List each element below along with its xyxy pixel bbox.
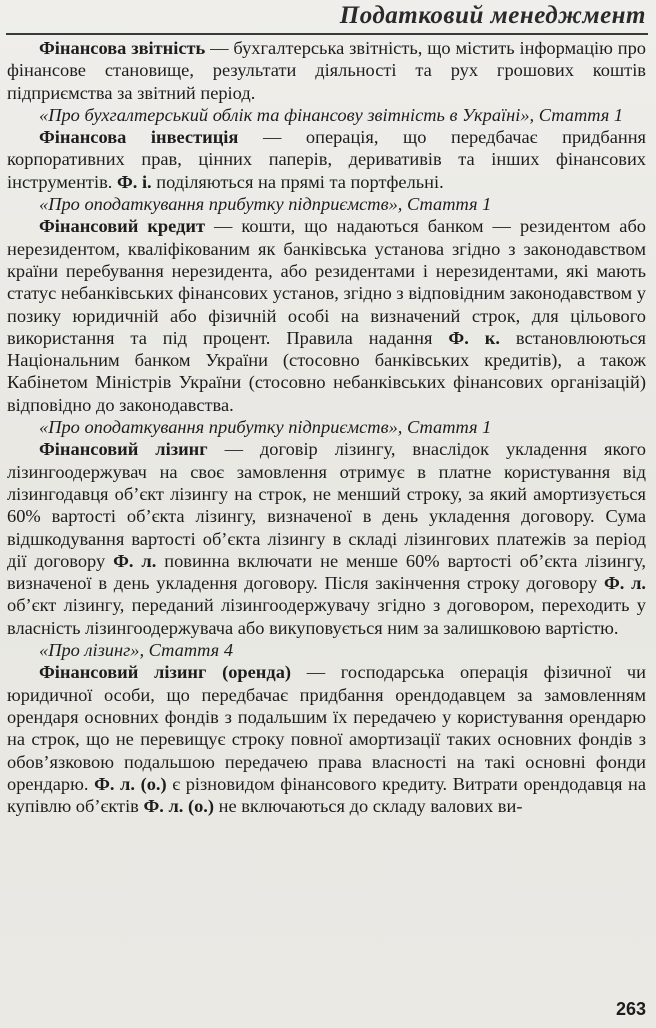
header-rule xyxy=(6,33,648,35)
source-citation: «Про лізинг», Стаття 4 xyxy=(39,640,234,661)
term-abbreviation: Ф. л. xyxy=(113,550,157,571)
entry-financial-leasing-rent xyxy=(7,661,646,817)
definition-text: поділяються на прямі та портфельні. xyxy=(151,171,444,192)
page-body xyxy=(7,37,646,817)
definition-text: — господарська операція фізичної чи юридичної особи, що передбачає придбання орендодавцем за замовленням орендаря основних фондів з подальшим їх передачею у користування орендарю на строк, що не перевищує строку повної амортизації таких основних фондів з обов’язковою подальшою передачею права власності на такі основні фонди орендарю. xyxy=(7,662,646,794)
term-heading: Фінансовий лізинг xyxy=(39,439,208,460)
term-abbreviation: Ф. л. (о.) xyxy=(143,796,215,817)
term-abbreviation: Ф. л. (о.) xyxy=(94,773,167,794)
definition-text: — бухгалтерська звітність, що містить інформацію про фінансове становище, результати діяльності та рух грошових коштів підприємства за звітний період. xyxy=(7,38,646,103)
definition-text: — договір лізингу, внаслідок укладення якого лізингоодержувач на своє замовлення отримує в платне користування від лізингодавця об’єкт лізингу на строк, не менший строку, за який амортизується 60% вартості об’єкта лізингу, визначеної в день укладення договору. Сума відшкодування вартості об’єкта лізингу в складі лізингових платежів за період дії договору xyxy=(7,439,646,571)
entry-financial-credit xyxy=(7,215,646,416)
page-number: 263 xyxy=(615,999,646,1019)
source-citation: «Про оподаткування прибутку підприємств», Стаття 1 xyxy=(39,194,492,215)
definition-text: встановлюються Національним банком України (стосовно банківських кредитів), а також Кабінетом Міністрів України (стосовно небанківських фінансових організацій) відповідно до законодавства. xyxy=(7,327,646,415)
source-citation: «Про бухгалтерський облік та фінансову звітність в Україні», Стаття 1 xyxy=(39,104,624,125)
term-heading: Фінансова звітність xyxy=(39,38,206,58)
term-heading: Фінансовий кредит xyxy=(39,216,206,237)
term-heading: Фінансова інвестиція xyxy=(39,127,239,148)
entry-financial-leasing xyxy=(7,438,646,639)
definition-text: — кошти, що надаються банком — резидентом або нерезидентом, кваліфікованим як банківська установа згідно з законодавством країни перебування нерезидента, або резидентами і нерезидентами, які мають статус небанківських фінансових установ, згідно з відповідним законодавством у позику юридичній або фізичній особі на визначений строк, для цільового використання та під процент. Правила надання xyxy=(7,216,646,348)
definition-text: — операція, що передбачає придбання корпоративних прав, цінних паперів, деривативів та інших фінансових інструментів. xyxy=(7,127,647,192)
definition-text: об’єкт лізингу, переданий лізингоодержувачу згідно з договором, переходить у власність лізингоодержувача або викуповується ним за залишковою вартістю. xyxy=(7,595,646,638)
definition-text: повинна включати не менше 60% вартості об’єкта лізингу, визначеної в день укладення договору. Після закінчення строку договору xyxy=(7,550,647,594)
term-heading: Фінансовий лізинг (оренда) xyxy=(39,662,292,683)
definition-text: є різновидом фінансового кредиту. Витрати орендодавця на купівлю об’єктів xyxy=(7,773,647,817)
term-abbreviation: Ф. і. xyxy=(116,171,152,192)
entry-financial-statements xyxy=(7,37,646,104)
source-citation: «Про оподаткування прибутку підприємств», Стаття 1 xyxy=(39,417,492,438)
entry-financial-investment xyxy=(7,126,646,193)
definition-text: не включаються до складу валових ви- xyxy=(214,796,523,817)
running-header: Податковий менеджмент xyxy=(339,2,646,29)
term-abbreviation: Ф. л. xyxy=(603,573,646,594)
term-abbreviation: Ф. к. xyxy=(448,327,500,348)
